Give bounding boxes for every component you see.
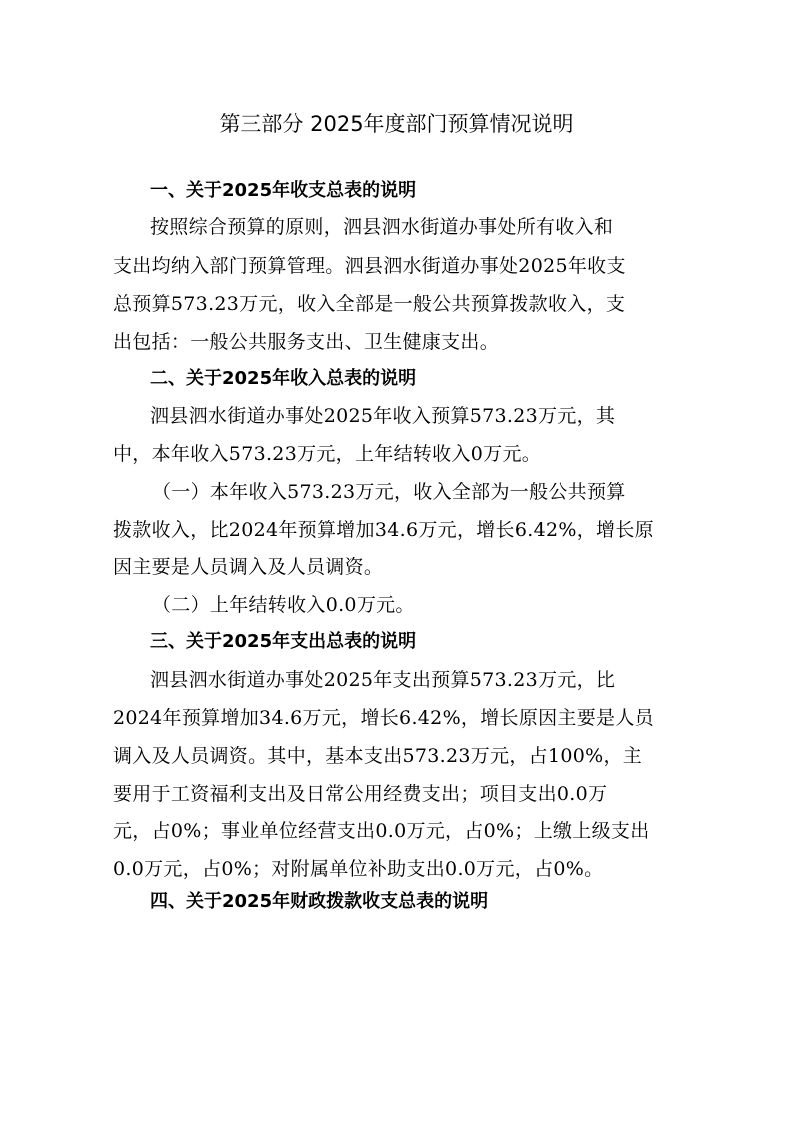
paragraph-line: （一）本年收入573.23万元，收入全部为一般公共预算 — [152, 481, 626, 503]
paragraph-line: 出包括：一般公共服务支出、卫生健康支出。 — [113, 331, 500, 353]
paragraph-line: 因主要是人员调入及人员调资。 — [113, 556, 384, 578]
paragraph-line: 按照综合预算的原则，泗县泗水街道办事处所有收入和 — [150, 216, 614, 238]
paragraph-line: 要用于工资福利支出及日常公用经费支出；项目支出0.0万 — [113, 783, 608, 805]
paragraph-line: 拨款收入，比2024年预算增加34.6万元，增长6.42%，增长原 — [113, 519, 654, 541]
document-title: 第三部分 2025年度部门预算情况说明 — [219, 112, 574, 136]
paragraph-line: （二）上年结转收入0.0万元。 — [152, 594, 415, 616]
paragraph-line: 元，占0%；事业单位经营支出0.0万元，占0%；上缴上级支出 — [113, 820, 650, 842]
paragraph-line: 0.0万元，占0%；对附属单位补助支出0.0万元，占0%。 — [113, 858, 604, 880]
paragraph-line: 2024年预算增加34.6万元，增长6.42%，增长原因主要是人员 — [113, 707, 654, 729]
section-heading-1: 一、关于2025年收支总表的说明 — [150, 180, 417, 201]
paragraph-line: 泗县泗水街道办事处2025年收入预算573.23万元，其 — [150, 405, 616, 427]
paragraph-line: 泗县泗水街道办事处2025年支出预算573.23万元，比 — [150, 669, 616, 691]
paragraph-line: 中，本年收入573.23万元，上年结转收入0万元。 — [113, 443, 542, 465]
paragraph-line: 支出均纳入部门预算管理。泗县泗水街道办事处2025年收支 — [113, 255, 626, 277]
paragraph-line: 调入及人员调资。其中，基本支出573.23万元，占100%，主 — [113, 745, 643, 767]
section-heading-4: 四、关于2025年财政拨款收支总表的说明 — [150, 891, 489, 912]
paragraph-line: 总预算573.23万元，收入全部是一般公共预算拨款收入，支 — [113, 293, 626, 315]
section-heading-3: 三、关于2025年支出总表的说明 — [150, 631, 417, 652]
section-heading-2: 二、关于2025年收入总表的说明 — [150, 368, 417, 389]
